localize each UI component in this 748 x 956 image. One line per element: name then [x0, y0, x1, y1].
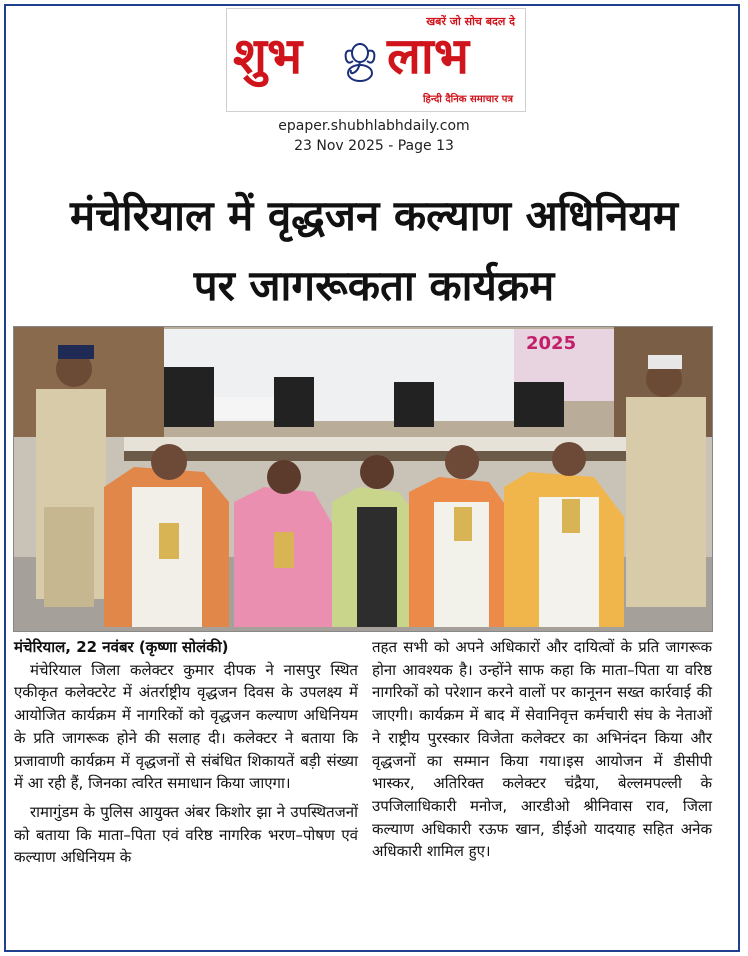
- event-photo-illustration: [14, 327, 712, 631]
- headline-line-1: मंचेरियाल में वृद्धजन कल्याण अधिनियम: [69, 191, 679, 240]
- article-paragraph-2: रामागुंडम के पुलिस आयुक्त अंबर किशोर झा ने उपस्थितजनों को बताया कि माता–पिता एवं वरिष्ठ नागरिक भरण–पोषण एवं कल्याण अधिनियम के: [14, 802, 358, 867]
- edition-date: 23 Nov 2025 - Page 13: [294, 138, 454, 154]
- logo-text-right: लाभ: [387, 26, 469, 85]
- logo-text-left: शुभ: [233, 26, 303, 85]
- masthead-subtag: हिन्दी दैनिक समाचार पत्र: [422, 94, 513, 105]
- newspaper-masthead: [226, 8, 526, 112]
- article-paragraph-1: मंचेरियाल जिला कलेक्टर कुमार दीपक ने नासपुर स्थित एकीकृत कलेक्टरेट में अंतर्राष्ट्रीय वृद्धजन दिवस के उपलक्ष्य में आयोजित कार्यक्रम में नागरिकों को वृद्धजन कल्याण अधिनियम के प्रति जागरूक होने की सलाह दी। कलेक्टर ने बताया कि प्रजावाणी कार्यक्रम में वृद्धजनों से संबंधित शिकायतें बड़ी संख्या में आ रही हैं, जिनका त्वरित समाधान किया जाएगा।: [14, 660, 358, 793]
- headline-line-2: पर जागरूकता कार्यक्रम: [193, 261, 555, 310]
- epaper-url: epaper.shubhlabhdaily.com: [278, 118, 470, 134]
- article-paragraph-3: तहत सभी को अपने अधिकारों और दायित्वों के प्रति जागरूक होना आवश्यक है। उन्होंने साफ कहा कि माता–पिता या वरिष्ठ नागरिकों को परेशान करने वालों पर कानूनन सख्त कार्रवाई की जाएगी। कार्यक्रम में बाद में सेवानिवृत्त कर्मचारी संघ के नेताओं ने राष्ट्रीय पुरस्कार विजेता कलेक्टर का अभिनंदन किया और वृद्धजनों का सम्मान किया गया।इस आयोजन में डीसीपी भास्कर, अतिरिक्त कलेक्टर चंद्रैया, बेल्लमपल्ली के उपजिलाधिकारी मनोज, आरडीओ श्रीनिवास राव, जिला कल्याण अधिकारी रऊफ खान, डीईओ यादयाह सहित अनेक अधिकारी शामिल हुए।: [372, 638, 712, 861]
- article-dateline: मंचेरियाल, 22 नवंबर (कृष्णा सोलंकी): [14, 638, 229, 656]
- ganesha-emblem-icon: [341, 39, 379, 83]
- article-column-right: [372, 636, 712, 863]
- masthead-tagline: खबरें जो सोच बदल दे: [426, 15, 515, 28]
- article-column-left: [14, 636, 358, 869]
- news-photo: [13, 326, 713, 632]
- banner-year: 2025: [526, 333, 577, 354]
